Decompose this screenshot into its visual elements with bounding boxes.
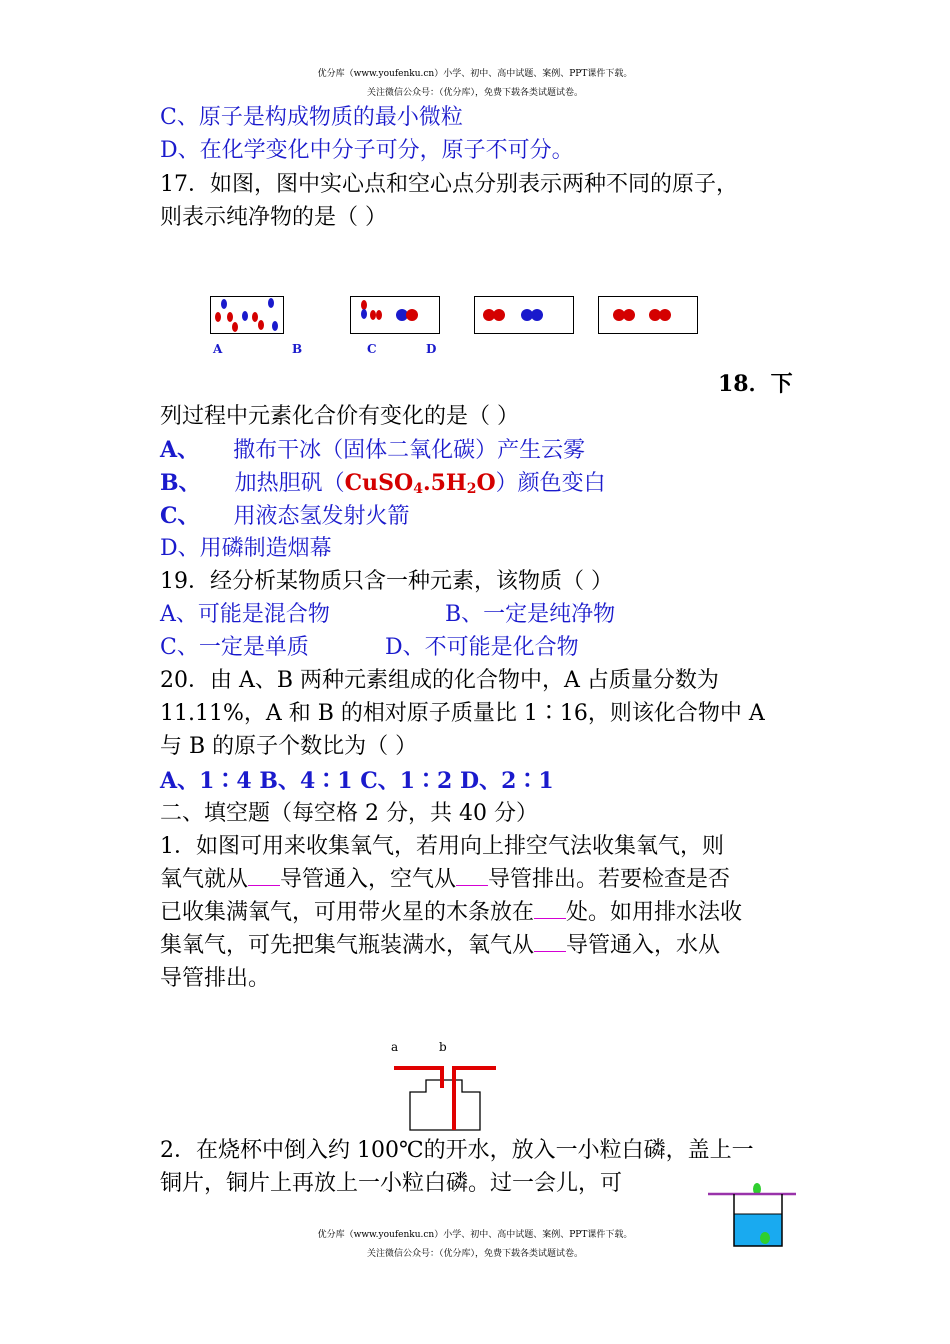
q18-option-c-text: 用液态氢发射火箭: [233, 504, 410, 529]
q18-option-b-text-post: ）颜色变白: [495, 471, 606, 496]
fill1-blank-1[interactable]: [248, 867, 280, 886]
q17-box-a: [210, 296, 284, 334]
q18-option-a-prefix: A、: [160, 437, 200, 463]
q17-label-c: C: [367, 342, 377, 356]
q17-box-a-atoms: [211, 297, 283, 333]
q17-label-a: A: [213, 342, 223, 356]
q19-option-a: A、可能是混合物: [160, 602, 330, 627]
fill2-line2: 铜片，铜片上再放上一小粒白磷。过一会儿，可: [160, 1171, 623, 1196]
fill1-blank-2[interactable]: [456, 867, 488, 886]
gas-collecting-bottle-diagram: [392, 1060, 496, 1132]
header-line-1: 优分库（www.youfenku.cn）小学、初中、高中试题、案例、PPT课件下载。: [317, 69, 633, 79]
footer-line-2: 关注微信公众号：（优分库），免费下载各类试题试卷。: [366, 1249, 583, 1259]
footer-line-1: 优分库（www.youfenku.cn）小学、初中、高中试题、案例、PPT课件下载。: [317, 1230, 633, 1240]
q18-option-b: [160, 469, 606, 503]
fill1-line3: 已收集满氧气，可用带火星的木条放在 处。如用排水法收: [160, 900, 743, 925]
q16-option-c: C、原子是构成物质的最小微粒: [160, 105, 463, 130]
q18-stem: 列过程中元素化合价有变化的是（ ）: [160, 404, 519, 429]
q17-label-d: D: [426, 342, 437, 356]
q20-stem-line1: 20．由 A、B 两种元素组成的化合物中，A 占质量分数为: [160, 668, 719, 693]
fill1-line1: 1．如图可用来收集氧气，若用向上排空气法收集氧气，则: [160, 834, 724, 859]
q18-option-c-prefix: C、: [160, 503, 200, 529]
header-line-2: 关注微信公众号：（优分库），免费下载各类试题试卷。: [366, 88, 583, 98]
fill1-line4: 集氧气，可先把集气瓶装满水，氧气从 导管通入，水从: [160, 933, 721, 958]
q17-box-d: [598, 296, 698, 334]
q19-option-c: C、一定是单质: [160, 635, 309, 660]
section-2-title: 二、填空题（每空格 2 分，共 40 分）: [160, 801, 538, 826]
q18-option-c: [160, 502, 410, 531]
q18-option-d: D、用磷制造烟幕: [160, 536, 332, 561]
q18-option-b-formula: $CuSO_4.5H_2O$: [344, 470, 496, 497]
q20-stem-line2: 11.11%，A 和 B 的相对原子质量比 1∶16，则该化合物中 A: [160, 701, 765, 726]
q17-stem-line2: 则表示纯净物的是（ ）: [160, 205, 387, 230]
q19-option-b: B、一定是纯净物: [445, 602, 616, 627]
fill1-line2: 氧气就从 导管通入，空气从 导管排出。若要检查是否: [160, 867, 731, 892]
q18-option-b-prefix: B、: [160, 470, 201, 496]
fill1-blank-4[interactable]: [534, 933, 566, 952]
q18-number: 18．下: [718, 371, 793, 397]
q18-option-b-text-pre: 加热胆矾（: [234, 471, 345, 496]
q17-label-b: B: [292, 342, 303, 356]
fill1-line5: 导管排出。: [160, 966, 271, 991]
q18-option-a-text: 撒布干冰（固体二氧化碳）产生云雾: [233, 438, 586, 463]
q17-stem-line1: 17．如图，图中实心点和空心点分别表示两种不同的原子，: [160, 172, 738, 197]
q17-box-b: [350, 296, 440, 334]
bottle-label-b: b: [439, 1040, 447, 1054]
fill2-line1: 2．在烧杯中倒入约 100℃的开水，放入一小粒白磷，盖上一: [160, 1138, 754, 1163]
fill1-blank-3[interactable]: [534, 900, 566, 919]
q16-option-d: D、在化学变化中分子可分，原子不可分。: [160, 138, 574, 163]
bottle-label-a: a: [391, 1040, 399, 1054]
q20-stem-line3: 与 B 的原子个数比为（ ）: [160, 734, 418, 759]
q20-options: A、1∶4 B、4∶1 C、1∶2 D、2∶1: [160, 768, 554, 794]
q17-box-d-atoms: [599, 297, 697, 333]
q17-box-b-atoms: [351, 297, 439, 333]
q19-option-d: D、不可能是化合物: [385, 635, 579, 660]
q17-box-c: [474, 296, 574, 334]
q17-box-c-atoms: [475, 297, 573, 333]
q18-option-a: [160, 436, 585, 465]
q19-stem: 19．经分析某物质只含一种元素，该物质（ ）: [160, 569, 613, 594]
